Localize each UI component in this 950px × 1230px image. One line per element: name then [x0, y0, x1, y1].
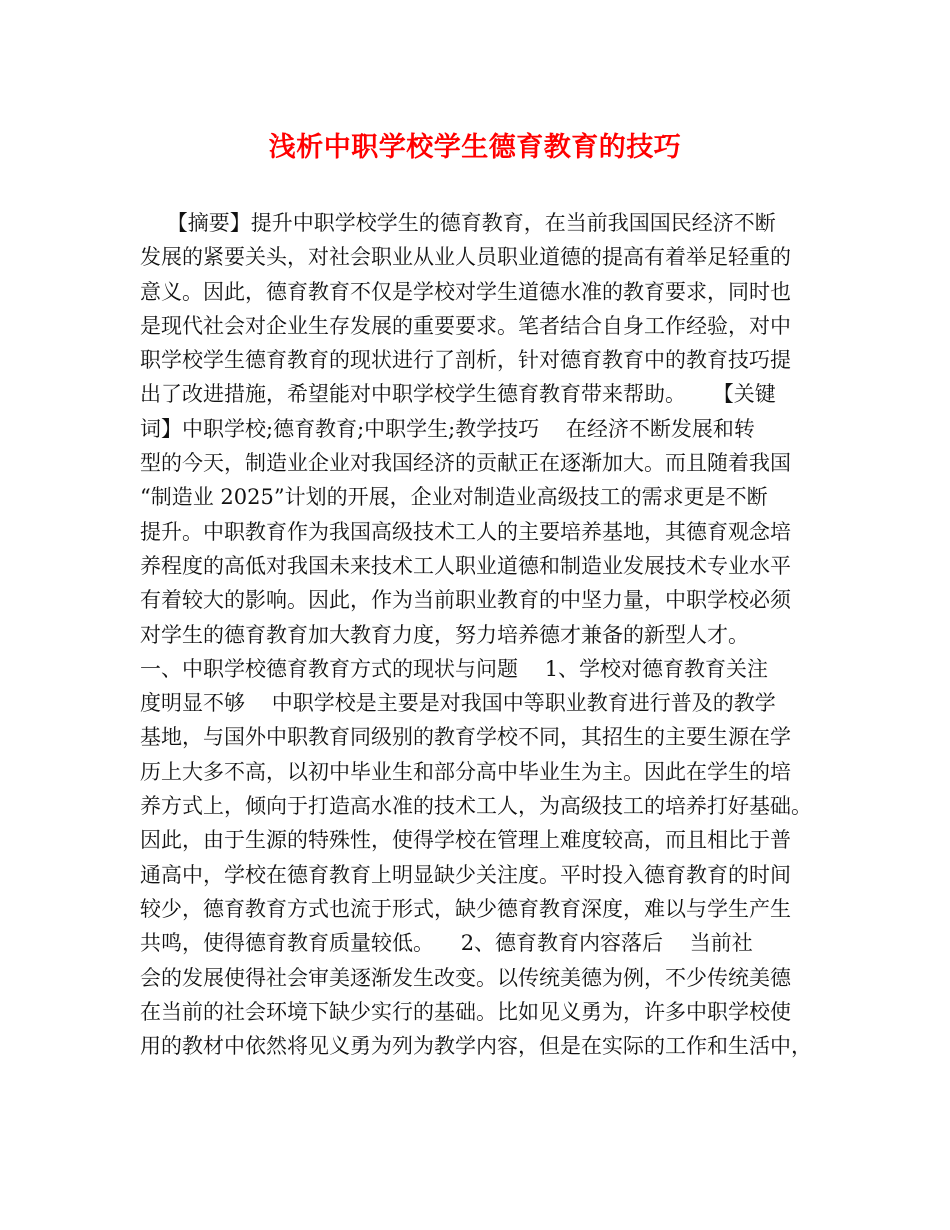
body-line: 养程度的高低对我国未来技术工人职业道德和制造业发展技术专业水平: [140, 553, 791, 578]
body-line: 用的教材中依然将见义勇为列为教学内容，但是在实际的工作和生活中，: [140, 1034, 812, 1059]
document-body: [140, 206, 820, 1063]
body-line: 因此，由于生源的特殊性，使得学校在管理上难度较高，而且相比于普: [140, 828, 791, 853]
body-line: 度明显不够 中职学校是主要是对我国中等职业教育进行普及的教学: [140, 691, 776, 716]
body-line: 是现代社会对企业生存发展的重要要求。笔者结合自身工作经验，对中: [140, 313, 791, 338]
body-line: 较少，德育教育方式也流于形式，缺少德育教育深度，难以与学生产生: [140, 896, 791, 921]
body-line: 【摘要】提升中职学校学生的德育教育，在当前我国国民经济不断: [140, 211, 776, 235]
body-line: 提升。中职教育作为我国高级技术工人的主要培养基地，其德育观念培: [140, 519, 791, 544]
body-line: 对学生的德育教育加大教育力度，努力培养德才兼备的新型人才。: [140, 622, 749, 647]
body-line: 共鸣，使得德育教育质量较低。 2、德育教育内容落后 当前社: [140, 931, 753, 956]
body-line: 发展的紧要关头，对社会职业从业人员职业道德的提高有着举足轻重的: [140, 245, 791, 270]
body-line: 有着较大的影响。因此，作为当前职业教育的中坚力量，中职学校必须: [140, 588, 791, 613]
body-line: “制造业 2025”计划的开展，企业对制造业高级技工的需求更是不断: [140, 485, 768, 510]
body-line: 一、中职学校德育教育方式的现状与问题 1、学校对德育教育关注: [140, 656, 769, 681]
body-line: 历上大多不高，以初中毕业生和部分高中毕业生为主。因此在学生的培: [140, 759, 791, 784]
body-line: 词】中职学校;德育教育;中职学生;教学技巧 在经济不断发展和转: [140, 416, 755, 441]
body-line: 养方式上，倾向于打造高水准的技术工人，为高级技工的培养打好基础。: [140, 794, 812, 819]
body-line: 在当前的社会环境下缺少实行的基础。比如见义勇为，许多中职学校使: [140, 999, 791, 1024]
body-line: 通高中，学校在德育教育上明显缺少关注度。平时投入德育教育的时间: [140, 862, 791, 887]
body-line: 意义。因此，德育教育不仅是学校对学生道德水准的教育要求，同时也: [140, 279, 791, 304]
body-line: 出了改进措施，希望能对中职学校学生德育教育带来帮助。 【关键: [140, 382, 776, 407]
body-line: 基地，与国外中职教育同级别的教育学校不同，其招生的主要生源在学: [140, 725, 791, 750]
body-line: 职学校学生德育教育的现状进行了剖析，针对德育教育中的教育技巧提: [140, 348, 791, 373]
body-line: 型的今天，制造业企业对我国经济的贡献正在逐渐加大。而且随着我国: [140, 451, 791, 476]
body-line: 会的发展使得社会审美逐渐发生改变。以传统美德为例，不少传统美德: [140, 965, 791, 990]
document-title: 浅析中职学校学生德育教育的技巧: [268, 132, 682, 163]
